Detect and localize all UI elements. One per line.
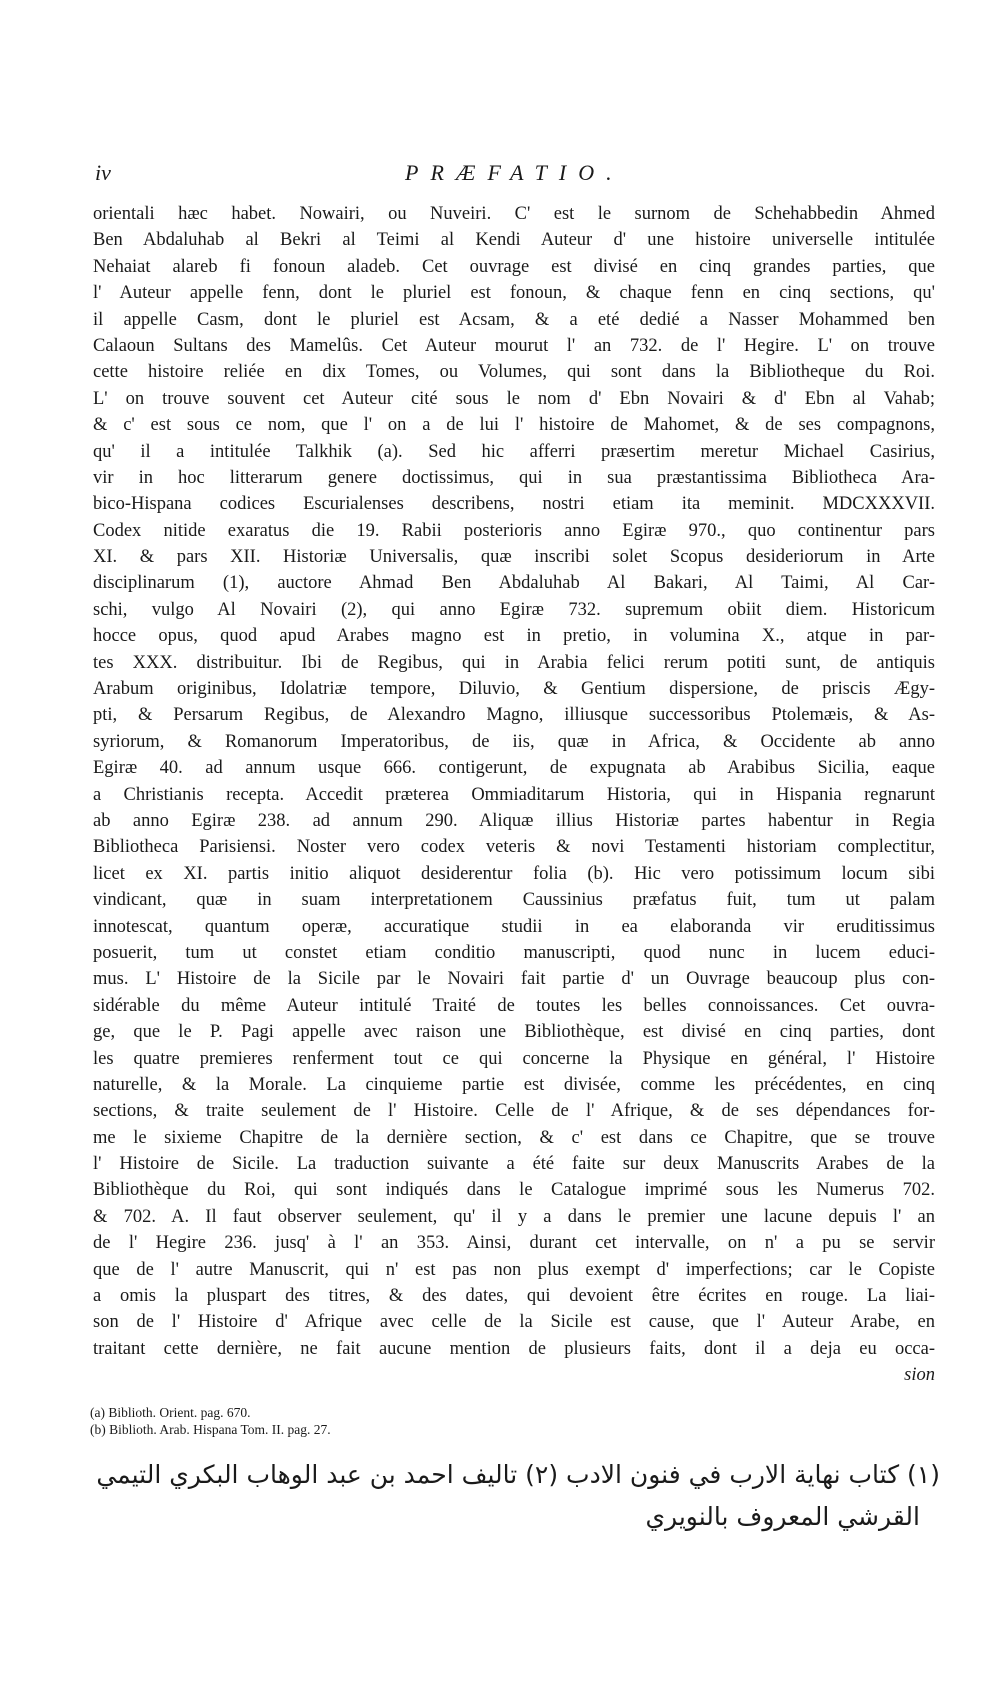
text-line: qu' il a intitulée Talkhik (a). Sed hic afferri præsertim meretur Michael Casirius,	[93, 441, 935, 462]
text-line: sections, & traite seulement de l' Histoire. Celle de l' Afrique, & de ses dépendances for-	[93, 1101, 935, 1122]
text-line: licet ex XI. partis initio aliquot desiderentur folia (b). Hic vero potissimum locum sibi	[93, 863, 935, 884]
page-number: iv	[95, 160, 111, 185]
text-line: Codex nitide exaratus die 19. Rabii posterioris anno Egiræ 970., quo continentur pars	[93, 520, 935, 541]
text-line: sion	[904, 1365, 935, 1386]
text-line: mus. L' Histoire de la Sicile par le Novairi fait partie d' un Ouvrage beaucoup plus con-	[93, 969, 935, 990]
text-line: sidérable du même Auteur intitulé Traité de toutes les belles connoissances. Cet ouvra-	[93, 995, 935, 1016]
arabic-note-line-1: (١) كتاب نهاية الارب في فنون الادب (٢) تاليف احمد بن عبد الوهاب البكري التيمي	[96, 1460, 940, 1489]
text-line: son de l' Histoire d' Afrique avec celle de la Sicile est cause, que l' Auteur Arabe, en	[93, 1312, 935, 1333]
text-line: naturelle, & la Morale. La cinquieme partie est divisée, comme les précédentes, en cinq	[93, 1074, 935, 1095]
text-line: syriorum, & Romanorum Imperatoribus, de iis, quæ in Africa, & Occidente ab anno	[93, 731, 935, 752]
footnotes	[90, 1404, 590, 1438]
text-line: traitant cette dernière, ne fait aucune mention de plusieurs faits, dont il a deja eu occa-	[93, 1338, 935, 1359]
text-line: de l' Hegire 236. jusq' à l' an 353. Ainsi, durant cet intervalle, on n' a pu se servir	[93, 1233, 935, 1254]
text-line: & 702. A. Il faut observer seulement, qu' il y a dans le premier une lacune depuis l' an	[93, 1206, 935, 1227]
text-line: l' Histoire de Sicile. La traduction suivante a été faite sur deux Manuscrits Arabes de la	[93, 1154, 935, 1175]
text-line: vir in hoc litterarum genere doctissimus, qui in sua præstantissima Bibliotheca Ara-	[93, 467, 935, 488]
text-line: bico-Hispana codices Escurialenses describens, nostri etiam ita meminit. MDCXXXVII.	[93, 494, 935, 515]
text-line: Arabum originibus, Idolatriæ tempore, Diluvio, & Gentium dispersione, de priscis Ægy-	[93, 679, 935, 700]
footnote-b: (b) Biblioth. Arab. Hispana Tom. II. pag. 27.	[90, 1422, 331, 1437]
text-line: XI. & pars XII. Historiæ Universalis, quæ inscribi solet Scopus desideriorum in Arte	[93, 547, 935, 568]
text-line: Bibliotheca Parisiensi. Noster vero codex veteris & novi Testamenti historiam complectitur,	[93, 837, 935, 858]
text-line: schi, vulgo Al Novairi (2), qui anno Egiræ 732. supremum obiit diem. Historicum	[93, 599, 935, 620]
text-line: ge, que le P. Pagi appelle avec raison une Bibliothèque, est divisé en cinq parties, dont	[93, 1022, 935, 1043]
text-line: Bibliothèque du Roi, qui sont indiqués dans le Catalogue imprimé sous les Numerus 702.	[93, 1180, 935, 1201]
text-line: Egiræ 40. ad annum usque 666. contigerunt, de expugnata ab Arabibus Sicilia, eaque	[93, 758, 935, 779]
page-header	[95, 160, 940, 200]
text-line: que de l' autre Manuscrit, qui n' est pas non plus exempt d' imperfections; car le Copiste	[93, 1259, 935, 1280]
text-line: tes XXX. distribuitur. Ibi de Regibus, qui in Arabia felici rerum potiti sunt, de antiquis	[93, 652, 935, 673]
text-line: posuerit, tum ut constet etiam conditio manuscripti, quod nunc in lucem educi-	[93, 942, 935, 963]
text-line: hocce opus, quod apud Arabes magno est in pretio, in volumina X., atque in par-	[93, 626, 935, 647]
text-line: Ben Abdaluhab al Bekri al Teimi al Kendi Auteur d' une histoire universelle intitulée	[93, 230, 935, 251]
text-line: vindicant, quæ in suam interpretationem Caussinius præfatus fuit, tum ut palam	[93, 890, 935, 911]
arabic-note-line-2: القرشي المعروف بالنويري	[645, 1502, 920, 1531]
text-line: me le sixieme Chapitre de la dernière section, & c' est dans ce Chapitre, que se trouve	[93, 1127, 935, 1148]
text-line: & c' est sous ce nom, que l' on a de lui l' histoire de Mahomet, & de ses compagnons,	[93, 415, 935, 436]
text-line: disciplinarum (1), auctore Ahmad Ben Abdaluhab Al Bakari, Al Taimi, Al Car-	[93, 573, 935, 594]
text-line: cette histoire reliée en dix Tomes, ou Volumes, qui sont dans la Bibliotheque du Roi.	[93, 362, 935, 383]
text-line: a omis la pluspart des titres, & des dates, qui devoient être écrites en rouge. La liai-	[93, 1286, 935, 1307]
text-line: innotescat, quantum operæ, accuratique studii in ea elaboranda vir eruditissimus	[93, 916, 935, 937]
text-line: les quatre premieres renferment tout ce qui concerne la Physique en général, l' Histoire	[93, 1048, 935, 1069]
text-line: l' Auteur appelle fenn, dont le pluriel est fonoun, & chaque fenn en cinq sections, qu'	[93, 283, 935, 304]
body-text	[93, 201, 935, 1389]
text-line: pti, & Persarum Regibus, de Alexandro Magno, illiusque successoribus Ptolemæis, & As-	[93, 705, 935, 726]
text-line: il appelle Casm, dont le pluriel est Acsam, & a eté dedié a Nasser Mohammed ben	[93, 309, 935, 330]
text-line: ab anno Egiræ 238. ad annum 290. Aliquæ illius Historiæ partes habentur in Regia	[93, 810, 935, 831]
text-line: Calaoun Sultans des Mamelûs. Cet Auteur mourut l' an 732. de l' Hegire. L' on trouve	[93, 335, 935, 356]
footnote-a: (a) Biblioth. Orient. pag. 670.	[90, 1405, 251, 1420]
text-line: Nehaiat alareb fi fonoun aladeb. Cet ouvrage est divisé en cinq grandes parties, que	[93, 256, 935, 277]
text-line: a Christianis recepta. Accedit præterea Ommiaditarum Historia, qui in Hispania regnarunt	[93, 784, 935, 805]
text-line: L' on trouve souvent cet Auteur cité sous le nom d' Ebn Novairi & d' Ebn al Vahab;	[93, 388, 935, 409]
text-line: orientali hæc habet. Nowairi, ou Nuveiri. C' est le surnom de Schehabbedin Ahmed	[93, 204, 935, 224]
running-title: PRÆFATIO.	[405, 160, 624, 185]
